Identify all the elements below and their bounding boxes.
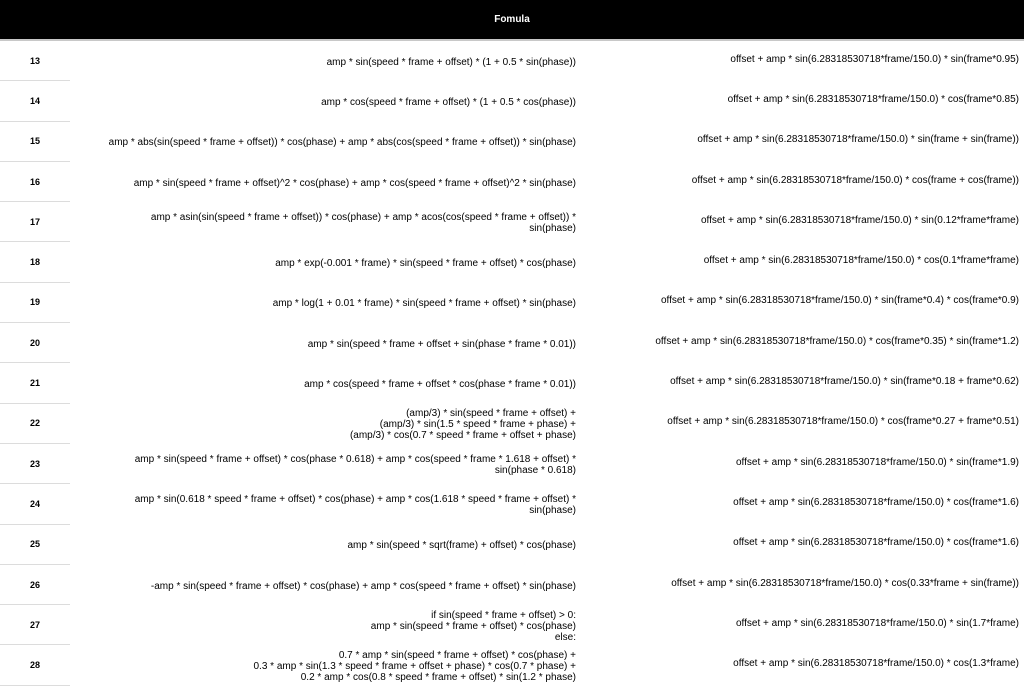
table-header xyxy=(0,0,1024,39)
formula-a-cell: amp * sin(speed * frame + offset)^2 * cos(phase) + amp * cos(speed * frame + offset)^2 * sin(phase) xyxy=(133,177,576,189)
formula-a-cell: amp * log(1 + 0.01 * frame) * sin(speed * frame + offset) * sin(phase) xyxy=(272,298,576,310)
formula-a-cell: amp * cos(speed * frame + offset * cos(phase * frame * 0.01)) xyxy=(304,379,576,391)
formula-a-cell: amp * sin(speed * frame + offset) * (1 + 0.5 * sin(phase)) xyxy=(326,56,576,68)
formula-b-cell: offset + amp * sin(6.28318530718*frame/150.0) * cos(0.33*frame + sin(frame)) xyxy=(671,577,1019,589)
row-number: 14 xyxy=(0,81,70,121)
formula-b-cell: offset + amp * sin(6.28318530718*frame/150.0) * cos(1.3*frame) xyxy=(733,658,1019,670)
row-number: 19 xyxy=(0,283,70,323)
row-number: 25 xyxy=(0,525,70,565)
formula-a-cell: (amp/3) * sin(speed * frame + offset) + (amp/3) * sin(1.5 * speed * frame + phase) + (amp/3) * cos(0.7 * speed * frame + offset + phase) xyxy=(349,408,576,442)
table-row xyxy=(0,404,1024,444)
formula-b-cell: offset + amp * sin(6.28318530718*frame/150.0) * cos(frame*0.35) * sin(frame*1.2) xyxy=(655,335,1019,347)
table-row xyxy=(0,363,1024,403)
table-row xyxy=(0,565,1024,605)
row-number: 15 xyxy=(0,122,70,162)
formula-b-cell: offset + amp * sin(6.28318530718*frame/150.0) * sin(1.7*frame) xyxy=(735,617,1019,629)
table-row xyxy=(0,525,1024,565)
row-number: 27 xyxy=(0,605,70,645)
formula-a-cell: amp * asin(sin(speed * frame + offset)) * cos(phase) + amp * acos(cos(speed * frame + offset)) * sin(phase) xyxy=(150,212,576,235)
formula-b-cell: offset + amp * sin(6.28318530718*frame/150.0) * sin(frame*0.4) * cos(frame*0.9) xyxy=(660,295,1019,307)
formula-b-cell: offset + amp * sin(6.28318530718*frame/150.0) * sin(frame*1.9) xyxy=(735,456,1019,468)
formula-b-cell: offset + amp * sin(6.28318530718*frame/150.0) * sin(0.12*frame*frame) xyxy=(700,214,1019,226)
formula-b-cell: offset + amp * sin(6.28318530718*frame/150.0) * cos(frame*0.27 + frame*0.51) xyxy=(667,416,1019,428)
table-row xyxy=(0,484,1024,524)
row-number: 21 xyxy=(0,363,70,403)
table-row xyxy=(0,242,1024,282)
table-row xyxy=(0,444,1024,484)
row-number: 17 xyxy=(0,202,70,242)
formula-b-cell: offset + amp * sin(6.28318530718*frame/150.0) * cos(0.1*frame*frame) xyxy=(703,255,1019,267)
table-row xyxy=(0,283,1024,323)
row-number: 20 xyxy=(0,323,70,363)
formula-a-cell: -amp * sin(speed * frame + offset) * cos(phase) + amp * cos(speed * frame + offset) * sin(phase) xyxy=(150,580,576,592)
row-number: 28 xyxy=(0,645,70,685)
row-number: 13 xyxy=(0,41,70,81)
row-number: 22 xyxy=(0,404,70,444)
formula-table xyxy=(0,41,1024,686)
table-row xyxy=(0,605,1024,645)
formula-a-cell: amp * exp(-0.001 * frame) * sin(speed * frame + offset) * cos(phase) xyxy=(275,258,576,270)
table-row xyxy=(0,162,1024,202)
formula-b-cell: offset + amp * sin(6.28318530718*frame/150.0) * cos(frame + cos(frame)) xyxy=(691,174,1019,186)
formula-a-cell: 0.7 * amp * sin(speed * frame + offset) * cos(phase) + 0.3 * amp * sin(1.3 * speed * frame + offset + phase) * cos(0.7 * phase) + 0.2 * amp * cos(0.8 * speed * frame + offset) * sin(1.2 * phase) xyxy=(253,650,576,684)
formula-b-cell: offset + amp * sin(6.28318530718*frame/150.0) * cos(frame*0.85) xyxy=(727,93,1019,105)
table-row xyxy=(0,323,1024,363)
header-title: Fomula xyxy=(494,14,530,25)
table-row xyxy=(0,81,1024,121)
formula-a-cell: amp * sin(speed * frame + offset + sin(phase * frame * 0.01)) xyxy=(307,338,576,350)
row-number: 16 xyxy=(0,162,70,202)
row-number: 26 xyxy=(0,565,70,605)
formula-a-cell: amp * cos(speed * frame + offset) * (1 + 0.5 * cos(phase)) xyxy=(321,96,576,108)
formula-b-cell: offset + amp * sin(6.28318530718*frame/150.0) * cos(frame*1.6) xyxy=(733,537,1019,549)
formula-b-cell: offset + amp * sin(6.28318530718*frame/150.0) * sin(frame + sin(frame)) xyxy=(697,134,1019,146)
formula-b-cell: offset + amp * sin(6.28318530718*frame/150.0) * sin(frame*0.95) xyxy=(730,53,1019,65)
table-row xyxy=(0,122,1024,162)
row-number: 18 xyxy=(0,242,70,282)
formula-a-cell: amp * sin(speed * sqrt(frame) + offset) * cos(phase) xyxy=(347,540,576,552)
formula-a-cell: amp * abs(sin(speed * frame + offset)) * cos(phase) + amp * abs(cos(speed * frame + offset)) * sin(phase) xyxy=(108,137,576,149)
formula-a-cell: amp * sin(speed * frame + offset) * cos(phase * 0.618) + amp * cos(speed * frame * 1.618 + offset) * sin(phase * 0.618) xyxy=(134,454,576,477)
formula-b-cell: offset + amp * sin(6.28318530718*frame/150.0) * sin(frame*0.18 + frame*0.62) xyxy=(670,376,1019,388)
table-row xyxy=(0,41,1024,81)
table-row xyxy=(0,645,1024,685)
table-row xyxy=(0,202,1024,242)
formula-a-cell: amp * sin(0.618 * speed * frame + offset) * cos(phase) + amp * cos(1.618 * speed * frame + offset) * sin(phase) xyxy=(134,494,576,517)
formula-a-cell: if sin(speed * frame + offset) > 0: amp * sin(speed * frame + offset) * cos(phase) else: xyxy=(370,609,576,643)
formula-b-cell: offset + amp * sin(6.28318530718*frame/150.0) * cos(frame*1.6) xyxy=(733,496,1019,508)
row-number: 24 xyxy=(0,484,70,524)
row-number: 23 xyxy=(0,444,70,484)
